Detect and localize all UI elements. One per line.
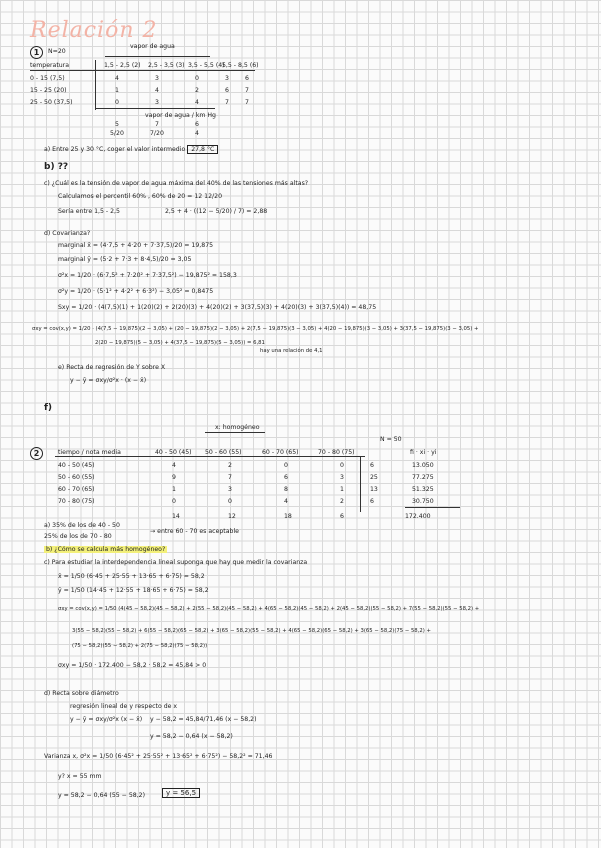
ex1-d5: Sxy = 1/20 · (4(7,5)(1) + 1(20)(2) + 2(20)(3) + 4(20)(2) + 3(37,5)(3) + 4(20)(3) + 3(37,5)(4)) = 48,75	[58, 304, 377, 311]
ex2-row-total: 6	[370, 498, 374, 505]
ex1-row-0-label: 0 - 15 (7,5)	[30, 75, 65, 82]
ex2-row-total: 25	[370, 474, 378, 481]
ex2-col-total: 14	[172, 513, 180, 520]
ex2-cell: 0	[340, 462, 344, 469]
ex2-col-total: 6	[340, 513, 344, 520]
ex2-c6: σxy = 1/50 · 172.400 − 58,2 · 58,2 = 45,84 > 0	[58, 662, 207, 669]
ex2-n: N = 50	[380, 436, 402, 443]
ex2-c1: x̄ = 1/50 (6·45 + 25·55 + 13·65 + 6·75) = 58,2	[58, 573, 205, 580]
ex1-table-divider	[95, 60, 96, 110]
ex1-cell: 2	[195, 87, 199, 94]
ex1-frac: 4	[195, 130, 199, 137]
ex2-col-1: 50 - 60 (55)	[205, 449, 242, 456]
ex2-a2: 25% de los de 70 - 80	[44, 533, 112, 540]
ex1-cell: 0	[115, 99, 119, 106]
ex2-row-label: 70 - 80 (75)	[58, 498, 95, 505]
ex1-totals-rule	[95, 108, 215, 109]
ex1-d6: σxy = cov(x,y) = 1/20 · (4(7,5 − 19,875)(2 − 3,05) + (20 − 19,875)(2 − 3,05) + 2(7,5 − 19,875)(3 − 3,05) + 4(20 − 19,875)(3 − 3,05) + 3(37,5 − 19,875)(3 − 3,05) +	[32, 326, 479, 332]
ex2-xy-rule	[405, 507, 460, 508]
ex1-d4: σ²y = 1/20 · (5·1² + 4·2² + 6·3²) − 3,05² = 0,8475	[58, 288, 214, 295]
ex1-n: N=20	[48, 48, 66, 55]
ex2-xy-head: fi · xi · yi	[410, 449, 437, 456]
ex1-c1: Calculamos el percentil 60% , 60% de 20 = 12 12/20	[58, 193, 223, 200]
ex2-d0: regresión lineal de y respecto de x	[70, 703, 178, 710]
ex2-cell: 2	[228, 462, 232, 469]
ex1-e1: y − ȳ = σxy/σ²x · (x − x̄)	[70, 377, 147, 384]
ex1-d: d) Covarianza?	[44, 230, 91, 237]
ex1-d7: 2(20 − 19,875)(5 − 3,05) + 4(37,5 − 19,875)(5 − 3,05)) = 6,81	[95, 340, 265, 346]
ex1-col-3: 5,5 - 8,5 (6)	[222, 62, 259, 69]
ex1-d3: σ²x = 1/20 · (6·7,5² + 7·20² + 7·37,5²) − 19,875² = 158,3	[58, 272, 237, 279]
ex1-d7b: hay una relación de 4,1	[260, 348, 323, 354]
ex1-col-2: 3,5 - 5,5 (4)	[188, 62, 225, 69]
ex2-b: b) ¿Cómo se calcula más homogéneo?	[46, 546, 166, 553]
ex1-c2: Sería entre 1,5 - 2,5	[58, 208, 120, 215]
ex2-d1b: y − 58,2 = 45,84/71,46 (x − 58,2)	[150, 716, 257, 723]
ex1-cell: 1	[115, 87, 119, 94]
ex2-a1: a) 35% de los de 40 - 50	[44, 522, 120, 529]
exercise-2-number: 2	[30, 447, 43, 460]
ex2-d5b: y = 56,5	[162, 790, 200, 797]
ex1-a: a) Entre 25 y 30 °C, coger el valor intermedio 27,8 °C	[44, 146, 218, 153]
ex2-row-total: 6	[370, 462, 374, 469]
ex2-row-label: 50 - 60 (55)	[58, 474, 95, 481]
ex2-row-xy: 30.750	[412, 498, 434, 505]
ex1-total: 5	[115, 121, 119, 128]
ex2-col-label: tiempo / nota media	[58, 449, 121, 456]
ex2-cell: 1	[340, 486, 344, 493]
ex1-c: c) ¿Cuál es la tensión de vapor de agua máxima del 40% de las tensiones más altas?	[44, 180, 309, 187]
ex1-table-rule	[30, 70, 255, 71]
ex1-e: e) Recta de regresión de Y sobre X	[58, 364, 166, 371]
ex1-c2b: 2,5 + 4 · ((12 − 5/20) / 7) = 2,88	[165, 208, 268, 215]
ex2-header-top: x: homogéneo	[215, 424, 260, 431]
ex1-cell: 0	[195, 75, 199, 82]
ex1-totals-label: vapor de agua / km Hg	[145, 112, 216, 119]
ex2-cell: 9	[172, 474, 176, 481]
ex2-cell: 6	[284, 474, 288, 481]
ex2-d1: y − ȳ = σxy/σ²x (x − x̄)	[70, 716, 143, 723]
ex1-cell: 7	[245, 87, 249, 94]
ex2-d4: y? x = 55 mm	[58, 773, 102, 780]
ex1-total: 6	[195, 121, 199, 128]
ex2-c: c) Para estudiar la interdependencia lineal suponga que hay que medir la covarianza	[44, 559, 308, 566]
ex2-cell: 7	[228, 474, 232, 481]
ex2-row-label: 60 - 70 (65)	[58, 486, 95, 493]
ex2-cell: 0	[228, 498, 232, 505]
ex1-d1: marginal x̄ = (4·7,5 + 4·20 + 7·37,5)/20 = 19,875	[58, 242, 214, 249]
ex2-cell: 2	[340, 498, 344, 505]
ex2-d: d) Recta sobre diámetro	[44, 690, 119, 697]
ex2-col-total: 18	[284, 513, 292, 520]
ex2-cell: 1	[172, 486, 176, 493]
ex2-cell: 8	[284, 486, 288, 493]
ex2-d3: Varianza x, σ²x = 1/50 (6·45² + 25·55² + 13·65² + 6·75²) − 58,2² = 71,46	[44, 753, 273, 760]
ex2-row-xy: 13.050	[412, 462, 434, 469]
ex1-cell: 3	[155, 75, 159, 82]
ex1-total: 7	[155, 121, 159, 128]
ex2-c5: (75 − 58,2)(55 − 58,2) + 2(75 − 58,2)(75 − 58,2))	[72, 643, 208, 649]
ex1-col-label: temperatura	[30, 62, 70, 69]
ex1-cell: 3	[225, 75, 229, 82]
ex2-cell: 4	[284, 498, 288, 505]
ex1-frac: 5/20	[110, 130, 124, 137]
page-title: Relación 2	[30, 18, 158, 43]
ex1-header-rule	[105, 56, 210, 57]
ex2-d2: y = 58,2 − 0,64 (x − 58,2)	[150, 733, 233, 740]
ex2-row-total: 13	[370, 486, 378, 493]
ex2-cell: 0	[172, 498, 176, 505]
ex1-d2: marginal ȳ = (5·2 + 7·3 + 8·4,5)/20 = 3,05	[58, 256, 192, 263]
ex1-frac: 7/20	[150, 130, 164, 137]
ex2-xy-total: 172.400	[405, 513, 431, 520]
exercise-1-number: 1	[30, 46, 43, 59]
ex1-header-top: vapor de agua	[130, 43, 175, 50]
ex2-a1b: → entre 60 - 70 es aceptable	[150, 528, 239, 535]
ex2-cell: 3	[228, 486, 232, 493]
ex1-cell: 6	[225, 87, 229, 94]
ex2-row-label: 40 - 50 (45)	[58, 462, 95, 469]
ex2-c3: σxy = cov(x,y) = 1/50 (4(45 − 58,2)(45 − 58,2) + 2(55 − 58,2)(45 − 58,2) + 4(65 − 58,2)(45 − 58,2) + 2(45 − 58,2)(55 − 58,2) + 7(55 − 58,2)(55 − 58,2) +	[58, 606, 480, 612]
ex2-row-xy: 51.325	[412, 486, 434, 493]
ex2-d5: y = 58,2 − 0,64 (55 − 58,2)	[58, 792, 146, 799]
ex2-col-0: 40 - 50 (45)	[155, 449, 192, 456]
ex1-row-1-label: 15 - 25 (20)	[30, 87, 67, 94]
ex1-cell: 3	[155, 99, 159, 106]
ex1-row-2-label: 25 - 50 (37,5)	[30, 99, 73, 106]
ex2-table-divider	[360, 456, 361, 512]
ex1-cell: 7	[245, 99, 249, 106]
ex2-col-total: 12	[228, 513, 236, 520]
ex1-b: b) ??	[44, 162, 69, 172]
ex1-col-1: 2,5 - 3,5 (3)	[148, 62, 185, 69]
ex2-row-xy: 77.275	[412, 474, 434, 481]
ex1-cell: 7	[225, 99, 229, 106]
ex2-col-2: 60 - 70 (65)	[262, 449, 299, 456]
ex2-c4: 3(55 − 58,2)(55 − 58,2) + 6(55 − 58,2)(65 − 58,2) + 3(65 − 58,2)(55 − 58,2) + 4(65 − 58,2)(65 − 58,2) + 3(65 − 58,2)(75 − 58,2) +	[72, 628, 431, 634]
ex2-cell: 4	[172, 462, 176, 469]
ex1-col-0: 1,5 - 2,5 (2)	[104, 62, 141, 69]
ex2-cell: 3	[340, 474, 344, 481]
ex1-cell: 6	[245, 75, 249, 82]
ex1-f: f)	[44, 403, 53, 413]
ex2-header-rule	[205, 432, 265, 433]
ex2-table-rule	[55, 456, 365, 457]
ex1-cell: 4	[195, 99, 199, 106]
ex2-col-3: 70 - 80 (75)	[318, 449, 355, 456]
ex2-cell: 0	[284, 462, 288, 469]
ex2-c2: ȳ = 1/50 (14·45 + 12·55 + 18·65 + 6·75) = 58,2	[58, 587, 209, 594]
ex1-cell: 4	[155, 87, 159, 94]
ex1-cell: 4	[115, 75, 119, 82]
